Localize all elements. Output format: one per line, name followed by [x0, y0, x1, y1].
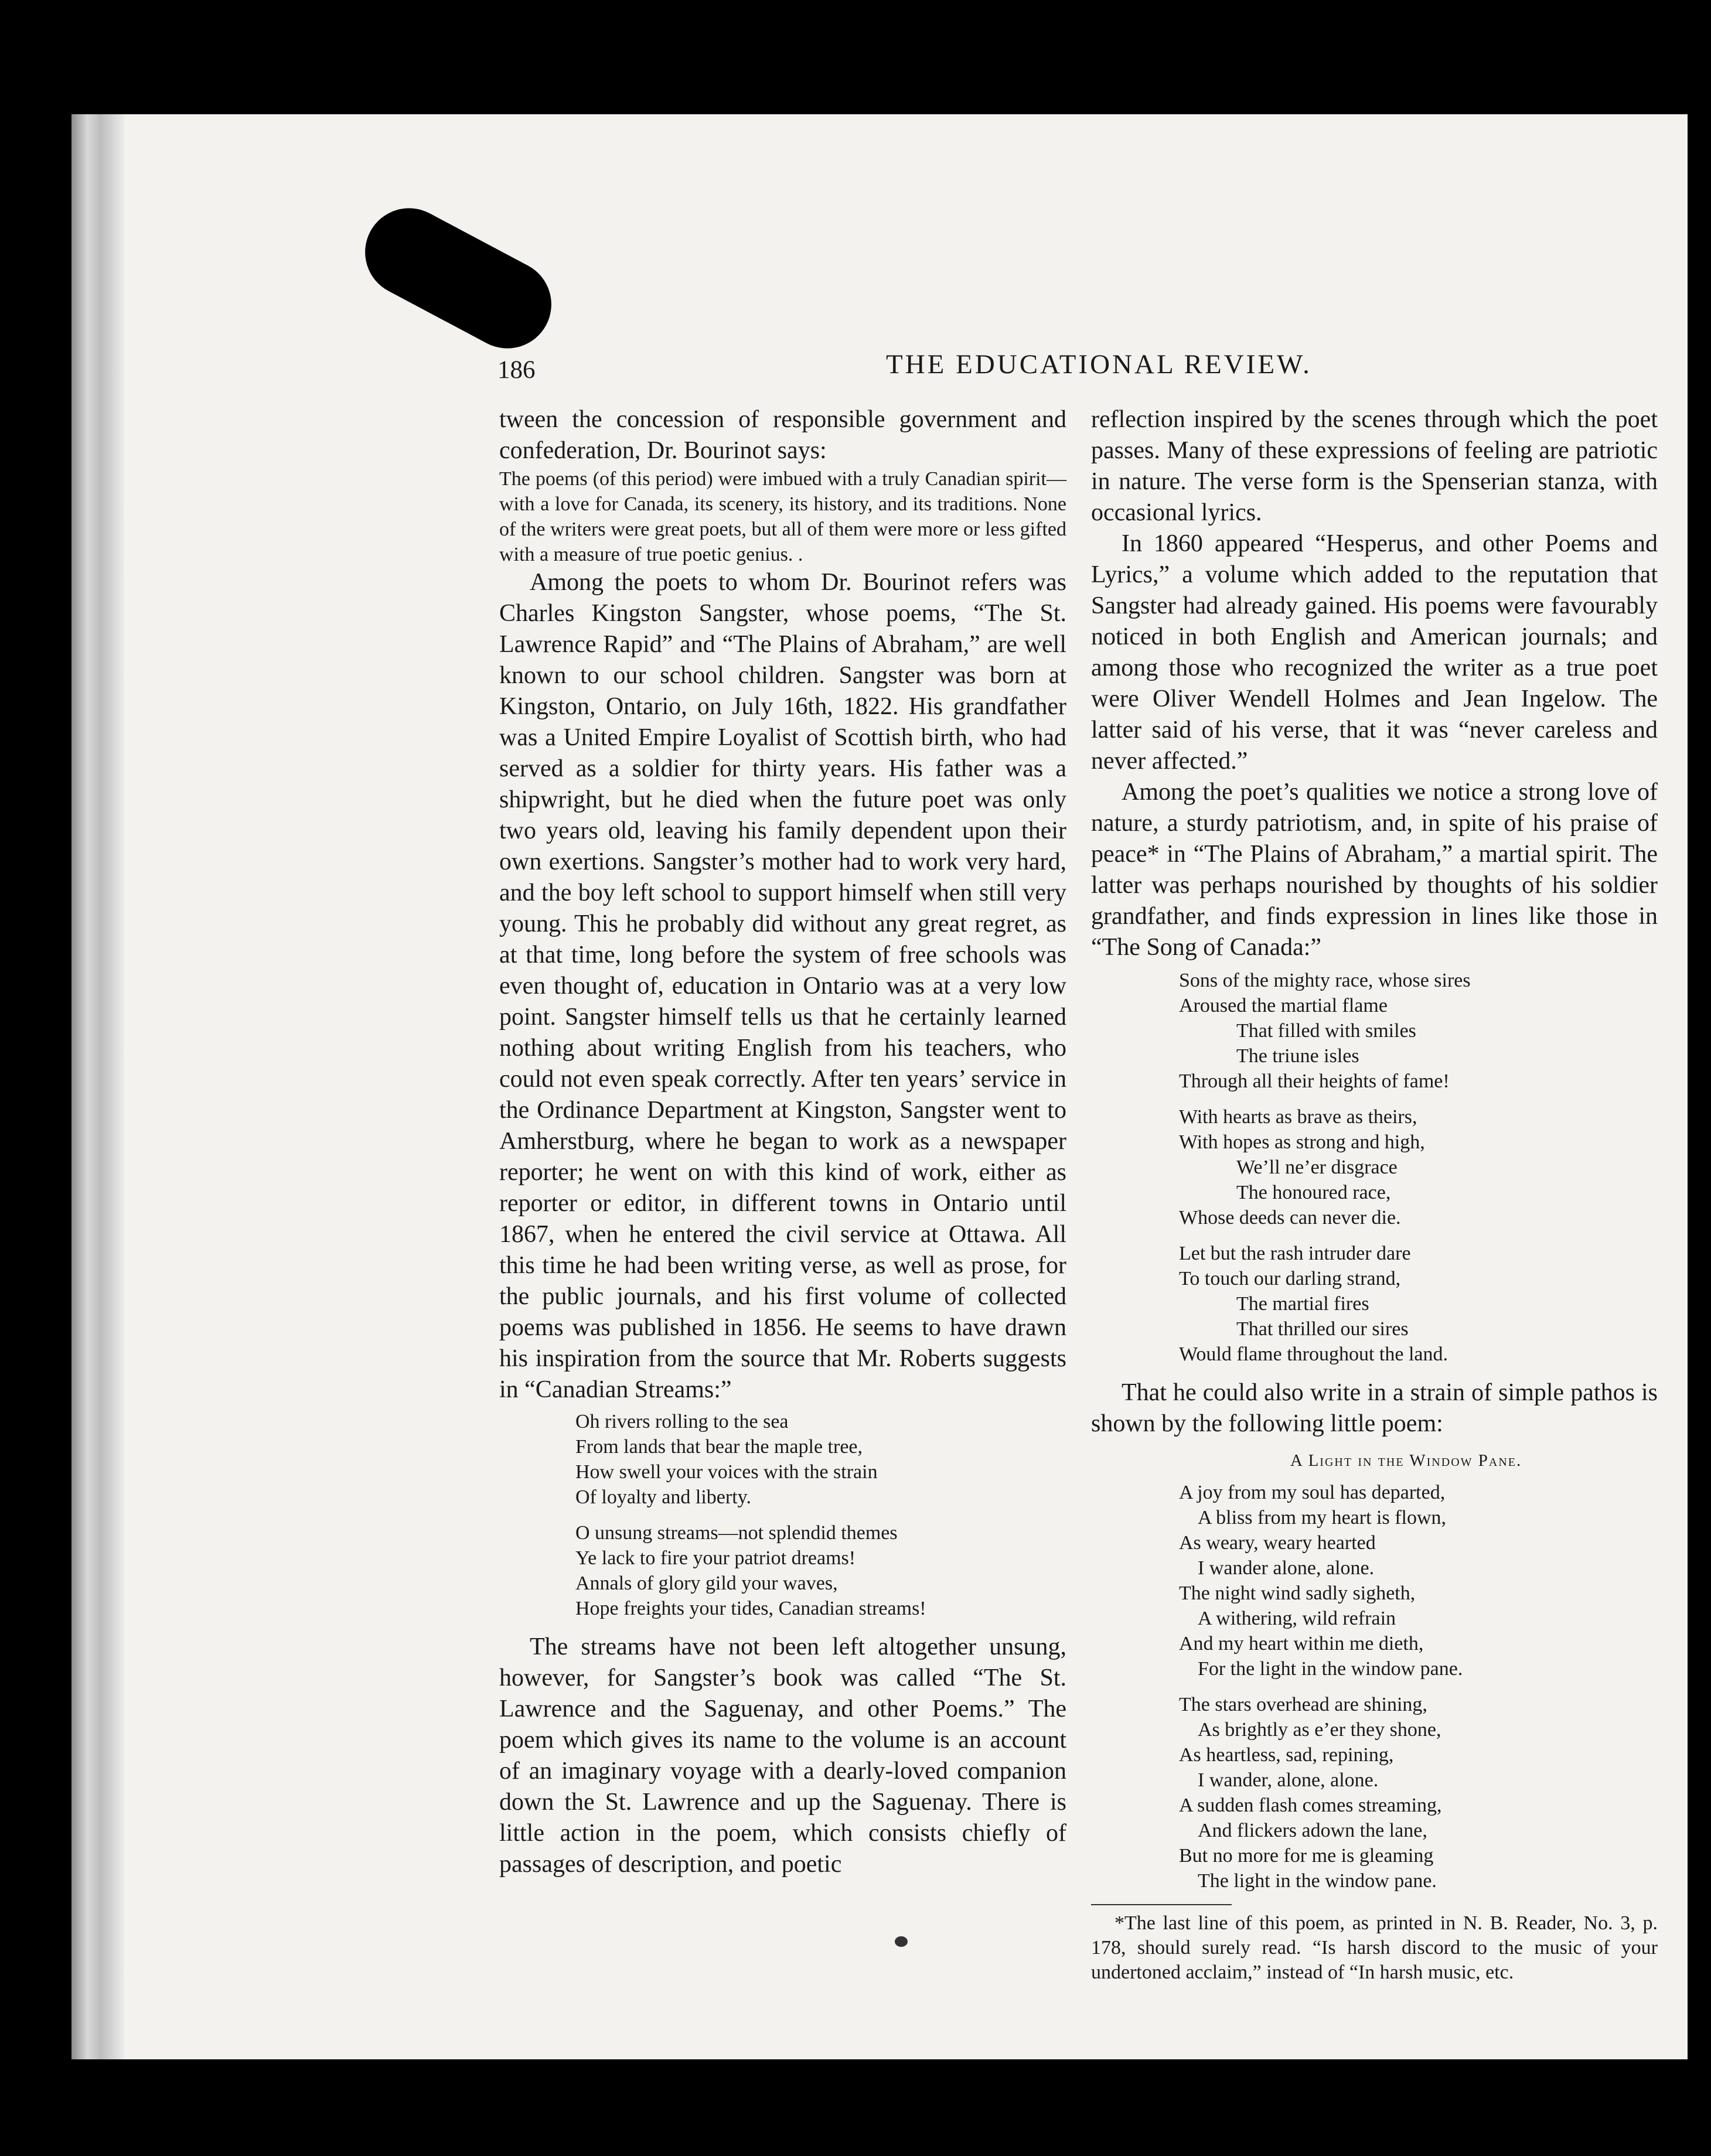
poem-line: Annals of glory gild your waves, [575, 1572, 838, 1594]
poem-line: To touch our darling strand, [1179, 1268, 1401, 1289]
continued-paragraph: reflection inspired by the scenes through which the poet passes. Many of these expressions of feeling are patriotic in nature. The verse form is the Spenserian stanza, with occasional lyrics. [1091, 406, 1658, 526]
poem-line: A bliss from my heart is flown, [1198, 1507, 1447, 1529]
scan-artifact [350, 193, 567, 364]
poem-line: I wander, alone, alone. [1198, 1769, 1379, 1791]
poem-line: Of loyalty and liberty. [575, 1486, 751, 1508]
poem-line: A withering, wild refrain [1198, 1608, 1396, 1629]
poem-line: The martial fires [1236, 1293, 1369, 1315]
poem-line: Whose deeds can never die. [1179, 1207, 1401, 1229]
running-title: THE EDUCATIONAL REVIEW. [886, 349, 1312, 380]
poem-line: As heartless, sad, repining, [1179, 1744, 1394, 1766]
bourinot-quote: The poems (of this period) were imbued with a truly Canadian spirit—with a love for Canada, its scenery, its history, and its traditions. None of the writers were great poets, but all of them were more or less gifted with a measure of true poetic genius. . [499, 468, 1066, 565]
poem-line: Hope freights your tides, Canadian streams! [575, 1598, 926, 1619]
poem-line: That thrilled our sires [1236, 1318, 1409, 1340]
poem-line: For the light in the window pane. [1198, 1658, 1463, 1680]
right-column [1091, 404, 1658, 1985]
poem-light-in-window [1179, 1480, 1658, 1894]
poem-line: Oh rivers rolling to the sea [575, 1411, 789, 1432]
poem-line: As brightly as e’er they shone, [1198, 1719, 1441, 1741]
footnote: *The last line of this poem, as printed in N. B. Reader, No. 3, p. 178, should surely read. “Is harsh discord to the music of your undertoned acclaim,” instead of “In harsh music, etc. [1091, 1912, 1658, 1983]
poem-line: That filled with smiles [1236, 1020, 1416, 1042]
ink-speck [895, 1936, 908, 1947]
scanned-page [71, 114, 1688, 2059]
intro-paragraph: tween the concession of responsible government and confederation, Dr. Bourinot says: [499, 406, 1066, 464]
poem-stanza [1179, 1241, 1658, 1367]
poem-line: And flickers adown the lane, [1198, 1820, 1427, 1841]
poem-line: Through all their heights of fame! [1179, 1070, 1450, 1092]
poem-line: The light in the window pane. [1198, 1870, 1437, 1892]
poem-line: But no more for me is gleaming [1179, 1845, 1434, 1867]
poem-stanza [1179, 1104, 1658, 1230]
poem-stanza [1179, 1692, 1658, 1894]
page-number: 186 [497, 356, 536, 384]
poem-line: The honoured race, [1236, 1182, 1391, 1203]
poem-line: I wander alone, alone. [1198, 1557, 1375, 1579]
poem-line: O unsung streams—not splendid themes [575, 1522, 898, 1544]
footnote-rule [1091, 1904, 1232, 1905]
poem-line: The stars overhead are shining, [1179, 1694, 1427, 1715]
poem-line: The night wind sadly sigheth, [1179, 1582, 1416, 1604]
poem-line: We’ll ne’er disgrace [1236, 1157, 1398, 1178]
poem-line: From lands that bear the maple tree, [575, 1436, 863, 1458]
poem-stanza [1179, 968, 1658, 1094]
page-edge-shadow [71, 114, 124, 2059]
poem-line: Sons of the mighty race, whose sires [1179, 970, 1471, 991]
poem-line: And my heart within me dieth, [1179, 1633, 1424, 1654]
pathos-paragraph: That he could also write in a strain of simple pathos is shown by the following little poem: [1091, 1379, 1658, 1437]
poem-line: How swell your voices with the strain [575, 1461, 878, 1483]
left-column [499, 404, 1066, 1880]
poem-stanza [575, 1520, 1066, 1621]
poem-stanza [1179, 1480, 1658, 1681]
poem-title: A Light in the Window Pane. [1290, 1451, 1522, 1470]
poem-line: Would flame throughout the land. [1179, 1343, 1448, 1365]
qualities-paragraph: Among the poet’s qualities we notice a strong love of nature, a sturdy patriotism, and, in spite of his praise of peace* in “The Plains of Abraham,” a martial spirit. The latter was perhaps nourished by thoughts of his soldier grandfather, and finds expression in lines like those in “The Song of Canada:” [1091, 779, 1658, 961]
poem-line: A sudden flash comes streaming, [1179, 1795, 1442, 1816]
poem-line: With hopes as strong and high, [1179, 1131, 1425, 1153]
poem-line: Aroused the martial flame [1179, 995, 1388, 1016]
st-lawrence-paragraph: The streams have not been left altogether unsung, however, for Sangster’s book was called “The St. Lawrence and the Saguenay, and other Poems.” The poem which gives its name to the volume is an account of an imaginary voyage with a dearly-loved companion down the St. Lawrence and up the Saguenay. There is little action in the poem, which consists chiefly of passages of description, and poetic [499, 1633, 1066, 1878]
poem-line: With hearts as brave as theirs, [1179, 1106, 1417, 1128]
poem-line: As weary, weary hearted [1179, 1532, 1376, 1554]
poem-song-of-canada [1179, 968, 1658, 1367]
sangster-biography-paragraph: Among the poets to whom Dr. Bourinot refers was Charles Kingston Sangster, whose poems, “The St. Lawrence Rapid” and “The Plains of Abraham,” are well known to our school children. Sangster was born at Kingston, Ontario, on July 16th, 1822. His grandfather was a United Empire Loyalist of Scottish birth, who had served as a soldier for thirty years. His father was a shipwright, but he died when the future poet was only two years old, leaving his family dependent upon their own exertions. Sangster’s mother had to work very hard, and the boy left school to support himself when still very young. This he probably did without any great regret, as at that time, long before the system of free schools was even thought of, education in Ontario was at a very low point. Sangster himself tells us that he certainly learned nothing about writing English from his teachers, who could not even speak correctly. After ten years’ service in the Ordinance Department at Kingston, Sangster went to Amherstburg, where he began to work as a newspaper reporter; he went on with this kind of work, either as reporter or editor, in different towns in Ontario until 1867, when he entered the civil service at Ottawa. All this time he had been writing verse, as well as prose, for the public journals, and his first volume of collected poems was published in 1856. He seems to have drawn his inspiration from the source that Mr. Roberts suggests in “Canadian Streams:” [499, 569, 1066, 1403]
poem-line: The triune isles [1236, 1045, 1359, 1067]
poem-line: Ye lack to fire your patriot dreams! [575, 1547, 856, 1569]
poem-line: Let but the rash intruder dare [1179, 1243, 1411, 1264]
hesperus-paragraph: In 1860 appeared “Hesperus, and other Poems and Lyrics,” a volume which added to the reputation that Sangster had already gained. His poems were favourably noticed in both English and American journals; and among those who recognized the writer as a true poet were Oliver Wendell Holmes and Jean Ingelow. The latter said of his verse, that it was “never careless and never affected.” [1091, 530, 1658, 775]
poem-stanza [575, 1409, 1066, 1510]
poem-canadian-streams [575, 1409, 1066, 1621]
poem-line: A joy from my soul has departed, [1179, 1482, 1446, 1503]
